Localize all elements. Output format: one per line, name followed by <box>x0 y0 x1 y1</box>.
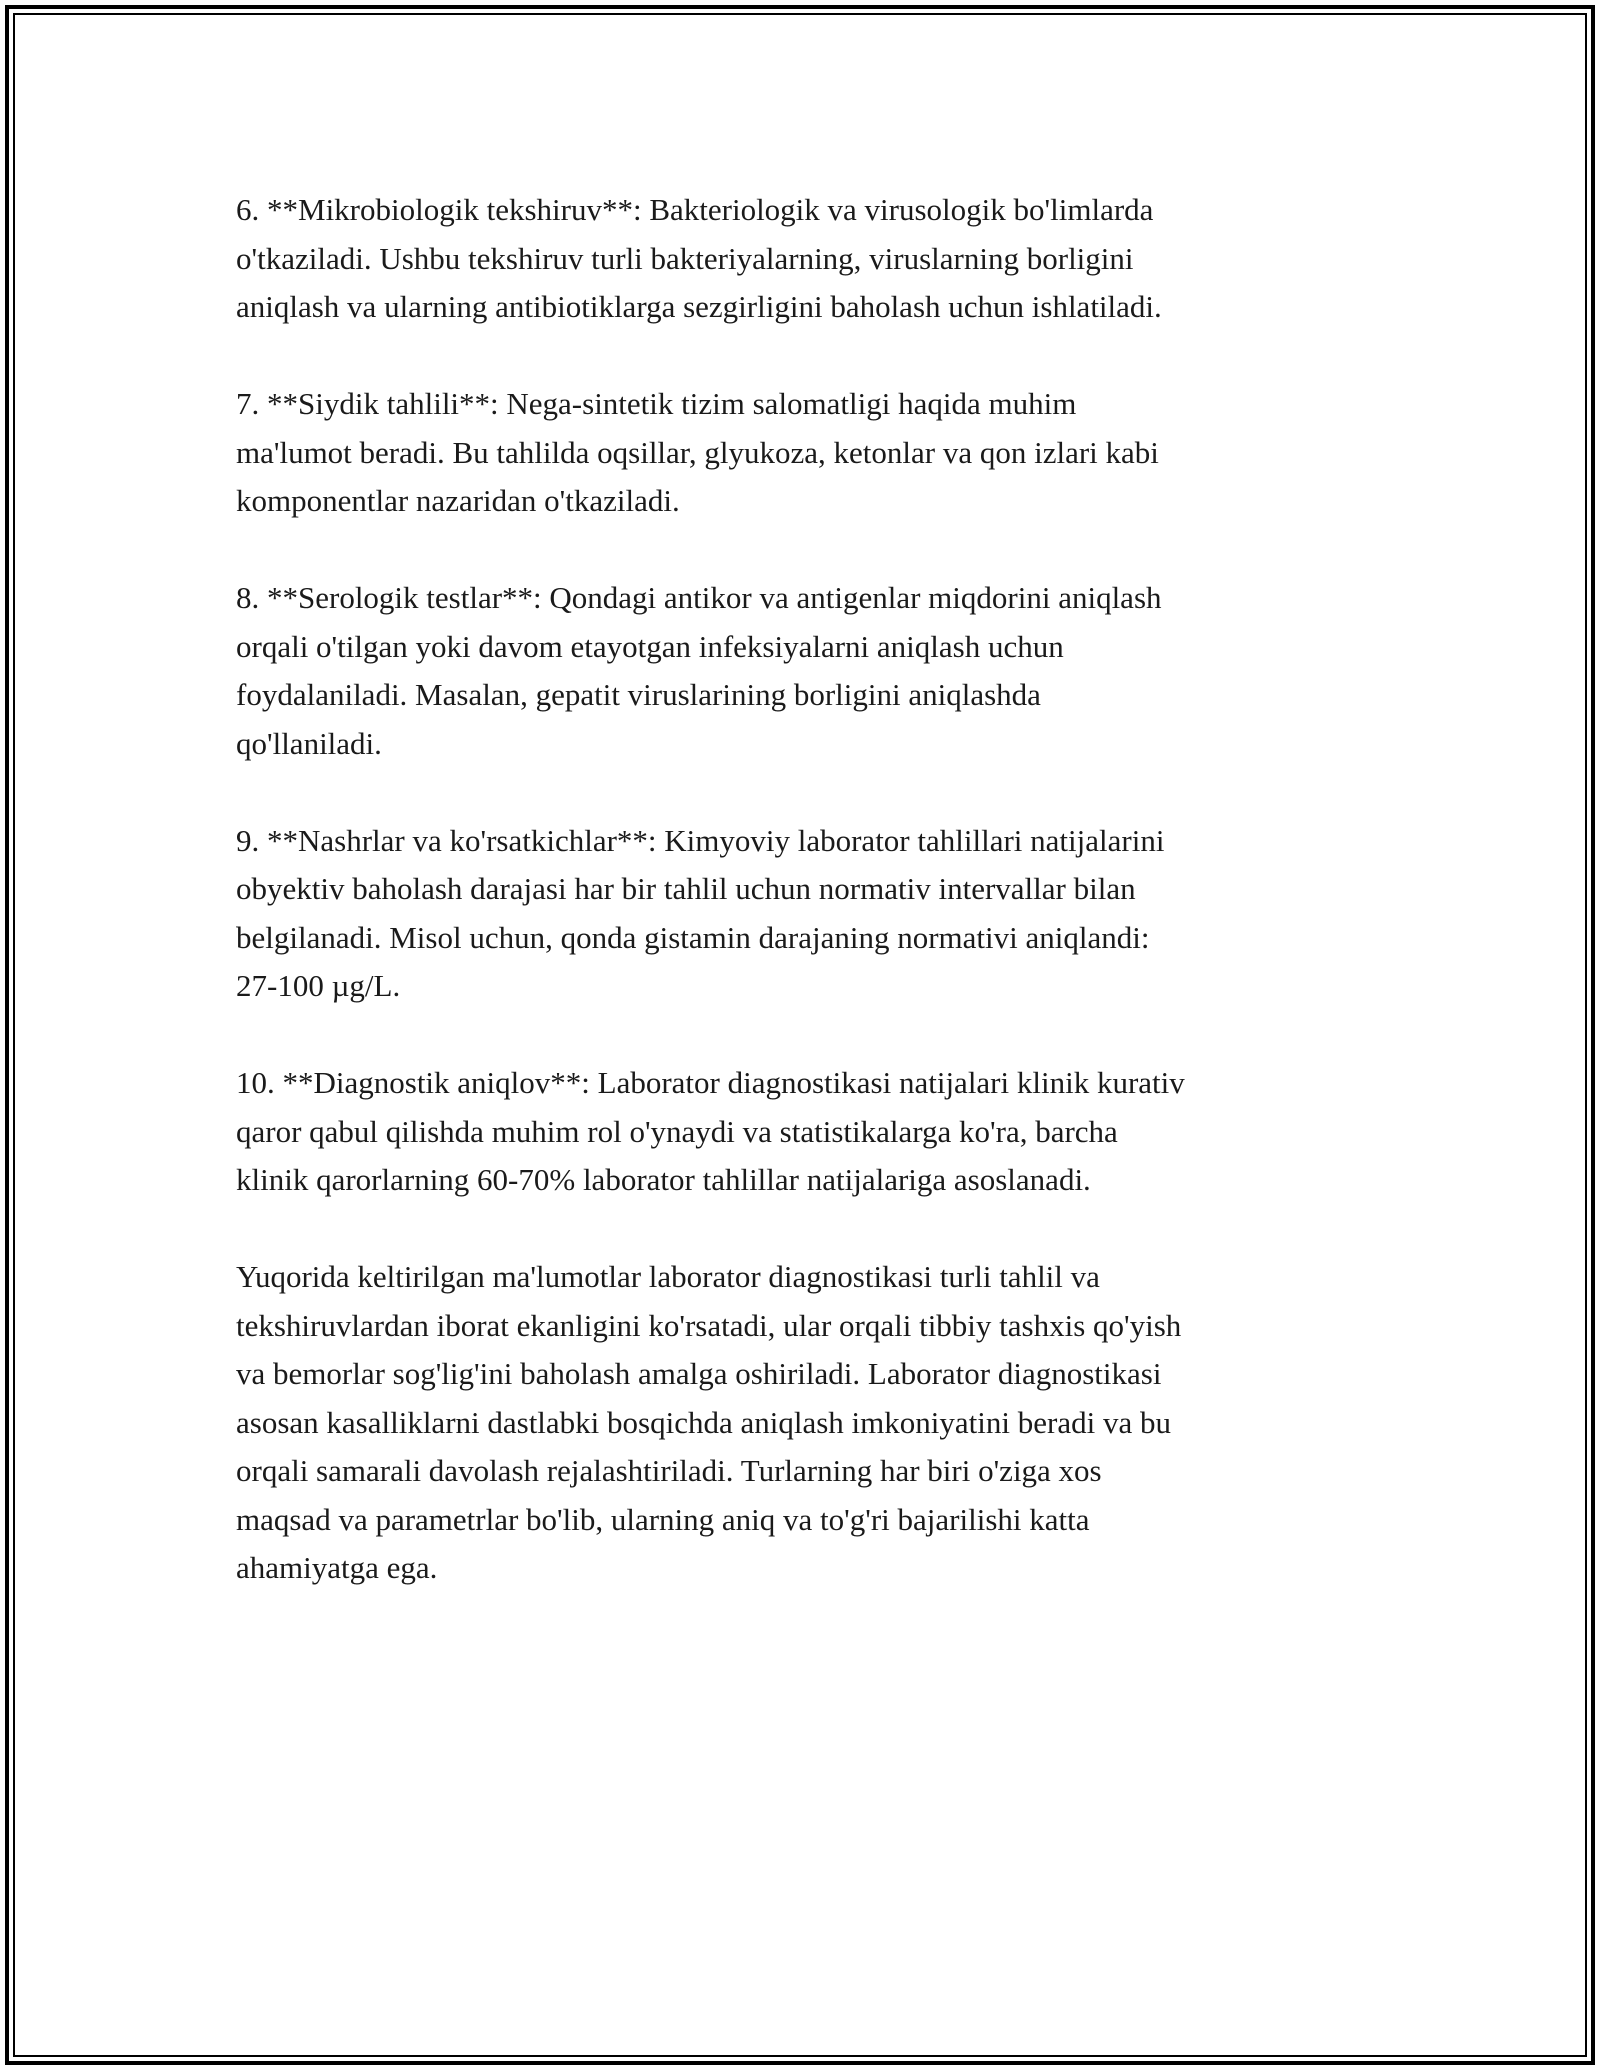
text-line: va bemorlar sog'lig'ini baholash amalga oshiriladi. Laborator diagnostikasi <box>236 1356 1162 1391</box>
text-line: o'tkaziladi. Ushbu tekshiruv turli bakteriyalarning, viruslarning borligini <box>236 240 1134 276</box>
paragraph-item-8 <box>236 574 1366 768</box>
text-line: 10. **Diagnostik aniqlov**: Laborator diagnostikasi natijalari klinik kurativ <box>236 1065 1185 1100</box>
document-body <box>236 186 1366 1641</box>
text-line: 8. **Serologik testlar**: Qondagi antikor va antigenlar miqdorini aniqlash <box>236 580 1162 615</box>
paragraph-item-9 <box>236 817 1366 1011</box>
paragraph-conclusion <box>236 1253 1366 1593</box>
text-line: obyektiv baholash darajasi har bir tahlil uchun normativ intervallar bilan <box>236 871 1136 906</box>
text-line: ma'lumot beradi. Bu tahlilda oqsillar, glyukoza, ketonlar va qon izlari kabi <box>236 434 1159 470</box>
text-line: qaror qabul qilishda muhim rol o'ynaydi va statistikalarga ko'ra, barcha <box>236 1113 1118 1149</box>
text-line: orqali samarali davolash rejalashtiriladi. Turlarning har biri o'ziga xos <box>236 1453 1102 1488</box>
text-line: ahamiyatga ega. <box>236 1550 438 1585</box>
text-line: orqali o'tilgan yoki davom etayotgan infeksiyalarni aniqlash uchun <box>236 628 1064 664</box>
text-line: 9. **Nashrlar va ko'rsatkichlar**: Kimyoviy laborator tahlillari natijalarini <box>236 822 1165 858</box>
paragraph-item-7 <box>236 380 1366 526</box>
text-line: 27-100 µg/L. <box>236 968 401 1003</box>
text-line: qo'llaniladi. <box>236 725 382 761</box>
text-line: asosan kasalliklarni dastlabki bosqichda aniqlash imkoniyatini beradi va bu <box>236 1404 1171 1440</box>
text-line: 6. **Mikrobiologik tekshiruv**: Bakteriologik va virusologik bo'limlarda <box>236 192 1154 227</box>
text-line: belgilanadi. Misol uchun, qonda gistamin darajaning normativi aniqlandi: <box>236 919 1150 955</box>
text-line: aniqlash va ularning antibiotiklarga sezgirligini baholash uchun ishlatiladi. <box>236 289 1162 324</box>
text-line: foydalaniladi. Masalan, gepatit viruslarining borligini aniqlashda <box>236 677 1041 712</box>
paragraph-item-10 <box>236 1059 1366 1205</box>
text-line: Yuqorida keltirilgan ma'lumotlar laborator diagnostikasi turli tahlil va <box>236 1259 1100 1294</box>
text-line: 7. **Siydik tahlili**: Nega-sintetik tizim salomatligi haqida muhim <box>236 386 1077 421</box>
text-line: tekshiruvlardan iborat ekanligini ko'rsatadi, ular orqali tibbiy tashxis qo'yish <box>236 1307 1182 1343</box>
text-line: klinik qarorlarning 60-70% laborator tahlillar natijalariga asoslanadi. <box>236 1162 1091 1197</box>
paragraph-item-6 <box>236 186 1366 332</box>
text-line: komponentlar nazaridan o'tkaziladi. <box>236 483 680 518</box>
text-line: maqsad va parametrlar bo'lib, ularning aniq va to'g'ri bajarilishi katta <box>236 1501 1090 1537</box>
